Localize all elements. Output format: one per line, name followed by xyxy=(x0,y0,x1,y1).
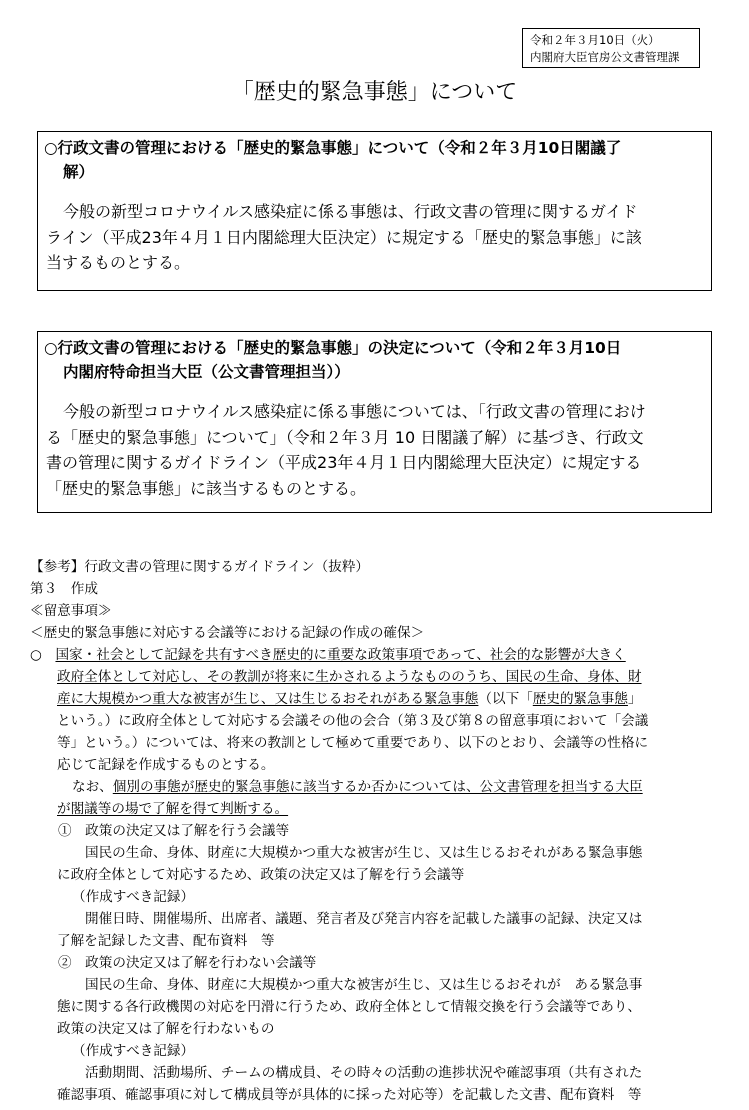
underlined-text: 個別の事態が歴史的緊急事態に該当するか否かについては、公文書管理を担当する大臣 xyxy=(112,779,643,795)
para1-line xyxy=(30,666,720,688)
box1-heading-line: 解） xyxy=(63,163,95,181)
date-text: 令和２年３月10日（火） xyxy=(530,33,660,47)
excerpt-title: 【参考】行政文書の管理に関するガイドライン（抜粋） xyxy=(30,559,370,575)
item1-records-line: 開催日時、開催場所、出席者、議題、発言者及び発言内容を記載した議事の記録、決定又は xyxy=(85,911,643,927)
box2-heading xyxy=(38,332,711,384)
subsection-heading: ＜歴史的緊急事態に対応する会議等における記録の作成の確保＞ xyxy=(30,625,425,641)
item2-records-title: （作成すべき記録） xyxy=(72,1043,195,1059)
box2-body-line: 今般の新型コロナウイルス感染症に係る事態については、「行政文書の管理におけ xyxy=(63,402,646,421)
box1-heading-line: ○行政文書の管理における「歴史的緊急事態」について（令和２年３月10日閣議了 xyxy=(44,139,622,157)
box2-body-line: 書の管理に関するガイドライン（平成23年４月１日内閣総理大臣決定）に規定する xyxy=(46,453,642,472)
underlined-text: 国家・社会として記録を共有すべき歴史的に重要な政策事項であって、社会的な影響が大きく xyxy=(55,647,626,663)
box1-heading xyxy=(38,132,711,184)
para1-line xyxy=(30,688,720,710)
item2-line: 国民の生命、身体、財産に大規模かつ重大な被害が生じ、又は生じるおそれが ある緊急事 xyxy=(85,977,643,993)
section-heading: 第３ 作成 xyxy=(30,581,98,597)
page-title: 「歴史的緊急事態」について xyxy=(231,80,518,105)
item2-title: ② 政策の決定又は了解を行わない会議等 xyxy=(58,955,317,971)
para1-text: 」 xyxy=(627,691,642,707)
underlined-term: 歴史的緊急事態 xyxy=(532,691,628,707)
box1-body-line: ライン（平成23年４月１日内閣総理大臣決定）に規定する「歴史的緊急事態」に該 xyxy=(46,227,642,247)
box2-body xyxy=(38,384,711,501)
notes-heading: ≪留意事項≫ xyxy=(30,603,112,619)
box2-body-line: る「歴史的緊急事態」について」（令和２年３月 10 日閣議了解）に基づき、行政文 xyxy=(46,427,644,447)
para1-line: 応じて記録を作成するものとする。 xyxy=(57,757,275,773)
box2-heading-line: 内閣府特命担当大臣（公文書管理担当）） xyxy=(63,363,350,381)
para1-line xyxy=(30,644,720,666)
para2-line xyxy=(30,776,720,798)
underlined-text: が閣議等の場で了解を得て判断する。 xyxy=(57,801,289,817)
underlined-text: 政府全体として対応し、その教訓が将来に生かされるようなもののうち、国民の生命、身体、財 xyxy=(57,669,642,685)
guideline-excerpt xyxy=(30,556,720,1106)
para1-line: という。）に政府全体として対応する会議その他の会合（第３及び第８の留意事項において「会議 xyxy=(57,713,649,729)
item2-records-line: 活動期間、活動場所、チームの構成員、その時々の活動の進捗状況や確認事項（共有された xyxy=(85,1065,643,1081)
item2-line: 政策の決定又は了解を行わないもの xyxy=(57,1021,275,1037)
box1-body-line: 当するものとする。 xyxy=(46,253,191,272)
box2-body-line: 「歴史的緊急事態」に該当するものとする。 xyxy=(46,478,367,498)
minister-decision-box xyxy=(37,331,712,513)
item2-line: 態に関する各行政機関の対応を円滑に行うため、政府全体として情報交換を行う会議等であり、 xyxy=(57,999,641,1015)
item1-line: に政府全体として対応するため、政策の決定又は了解を行う会議等 xyxy=(57,867,465,883)
para2-text: なお、 xyxy=(72,779,113,795)
cabinet-understanding-box xyxy=(37,131,712,291)
para1-line: 等」という。）については、将来の教訓として極めて重要であり、以下のとおり、会議等の性格に xyxy=(57,735,649,751)
item1-title: ① 政策の決定又は了解を行う会議等 xyxy=(58,823,290,839)
item1-line: 国民の生命、身体、財産に大規模かつ重大な被害が生じ、又は生じるおそれがある緊急事態 xyxy=(85,845,643,861)
box1-body xyxy=(38,184,711,276)
date-box xyxy=(522,28,700,68)
underlined-text: 産に大規模かつ重大な被害が生じ、又は生じるおそれがある緊急事態 xyxy=(57,691,479,707)
para1-text: （以下「 xyxy=(478,691,533,707)
box2-heading-line: ○行政文書の管理における「歴史的緊急事態」の決定について（令和２年３月10日 xyxy=(44,339,622,357)
office-text: 内閣府大臣官房公文書管理課 xyxy=(530,50,680,64)
item1-records-title: （作成すべき記録） xyxy=(72,889,195,905)
item1-records-line: 了解を記録した文書、配布資料 等 xyxy=(57,933,275,949)
para2-line xyxy=(30,798,720,820)
bullet-mark: ○ xyxy=(30,647,42,663)
item2-records-line: 確認事項、確認事項に対して構成員等が具体的に採った対応等）を記載した文書、配布資料 等 xyxy=(57,1087,642,1103)
box1-body-line: 今般の新型コロナウイルス感染症に係る事態は、行政文書の管理に関するガイド xyxy=(63,202,638,221)
